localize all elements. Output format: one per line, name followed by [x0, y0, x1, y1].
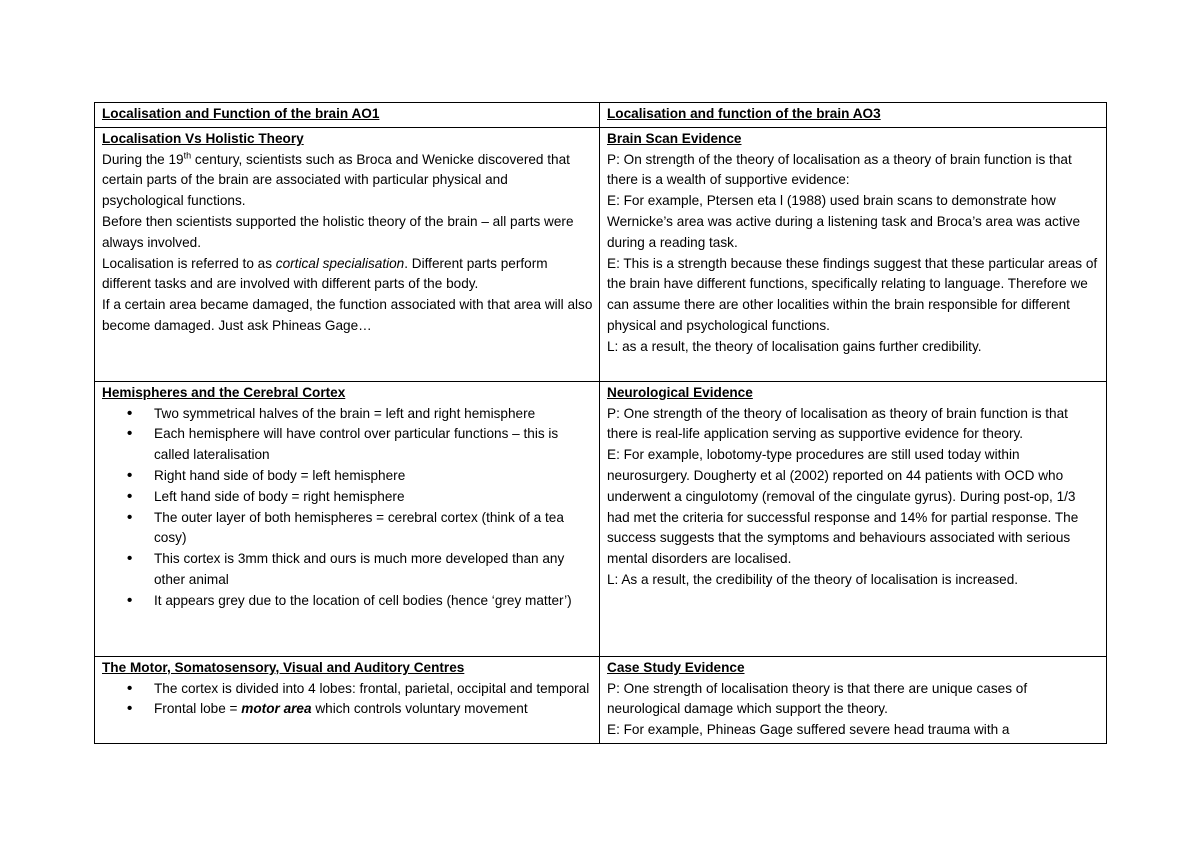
- paragraph: L: as a result, the theory of localisation gains further credibility.: [607, 338, 982, 354]
- list-item: [154, 699, 593, 720]
- section-title: Brain Scan Evidence: [607, 130, 742, 146]
- list-item: • Right hand side of body = left hemisphere: [154, 466, 593, 487]
- italic-term: cortical specialisation: [275, 255, 405, 271]
- bold-italic-term: motor area: [241, 701, 312, 717]
- text-run: century, scientists such as Broca and Wenicke discovered that certain parts of the brain are associated with particular physical and psychological functions.: [102, 151, 570, 209]
- cell-motor-centres: [95, 656, 600, 743]
- row-hemispheres: [95, 381, 1107, 656]
- list-item: • It appears grey due to the location of cell bodies (hence ‘grey matter’): [154, 591, 593, 612]
- row-localisation: [95, 127, 1107, 381]
- paragraph: E: For example, Phineas Gage suffered severe head trauma with a: [607, 722, 1010, 738]
- paragraph: L: As a result, the credibility of the theory of localisation is increased.: [607, 571, 1019, 587]
- paragraph: P: One strength of the theory of localisation as theory of brain function is that there is real-life application serving as supportive evidence for theory.: [607, 405, 1068, 442]
- bullet-list: [102, 404, 593, 612]
- paragraph: [102, 150, 593, 212]
- list-item: • Left hand side of body = right hemisphere: [154, 487, 593, 508]
- section-title: Neurological Evidence: [607, 384, 753, 400]
- paragraph: If a certain area became damaged, the function associated with that area will also become damaged. Just ask Phineas Gage…: [102, 297, 593, 333]
- text-run: Frontal lobe =: [154, 701, 242, 717]
- paragraph: E: This is a strength because these findings suggest that these particular areas of the brain have different functions, specifically relating to language. Therefore we can assume there are other localities within the brain responsible for different physical and psychological functions.: [607, 255, 1098, 333]
- header-cell-ao1: [95, 103, 600, 128]
- text-run: . Different parts perform different tasks and are involved with different parts of the body.: [102, 255, 548, 292]
- bullet-list: [102, 679, 593, 721]
- list-item: • The cortex is divided into 4 lobes: frontal, parietal, occipital and temporal: [154, 679, 593, 700]
- cell-hemispheres-cortex: [95, 381, 600, 656]
- paragraph: [102, 254, 593, 296]
- paragraph: Before then scientists supported the holistic theory of the brain – all parts were always involved.: [102, 213, 574, 250]
- header-row: [95, 103, 1107, 128]
- header-ao3-title: Localisation and function of the brain AO3: [607, 106, 881, 121]
- list-item: • This cortex is 3mm thick and ours is much more developed than any other animal: [154, 549, 593, 591]
- list-item: • Each hemisphere will have control over particular functions – this is called lateralisation: [154, 424, 593, 466]
- section-title: Hemispheres and the Cerebral Cortex: [102, 384, 346, 400]
- header-cell-ao3: [600, 103, 1107, 128]
- paragraph: P: One strength of localisation theory is that there are unique cases of neurological damage which support the theory.: [607, 680, 1028, 717]
- paragraph: E: For example, lobotomy-type procedures are still used today within neurosurgery. Dougherty et al (2002) reported on 44 patients with OCD who underwent a cingulotomy (removal of the cingulate gyrus). During post-op, 1/3 had met the criteria for successful response and 14% for partial response. The success suggests that the symptoms and behaviours associated with serious mental disorders are localised.: [607, 447, 1079, 567]
- list-item: • Two symmetrical halves of the brain = left and right hemisphere: [154, 404, 593, 425]
- text-run: During the 19: [102, 151, 184, 167]
- superscript: th: [183, 150, 192, 161]
- cell-brain-scan-evidence: [600, 127, 1107, 381]
- paragraph: E: For example, Ptersen eta l (1988) used brain scans to demonstrate how Wernicke’s area was active during a listening task and Broca’s area was active during a reading task.: [607, 193, 1080, 250]
- cell-case-study-evidence: [600, 656, 1107, 743]
- notes-table: [94, 102, 1107, 744]
- cell-neurological-evidence: [600, 381, 1107, 656]
- section-title: The Motor, Somatosensory, Visual and Auditory Centres: [102, 659, 465, 675]
- header-ao1-title: Localisation and Function of the brain AO1: [102, 106, 380, 121]
- paragraph: P: On strength of the theory of localisation as a theory of brain function is that there is a wealth of supportive evidence:: [607, 151, 1072, 188]
- section-title: Localisation Vs Holistic Theory: [102, 130, 304, 146]
- text-run: Localisation is referred to as: [102, 255, 276, 271]
- cell-localisation-vs-holistic: [95, 127, 600, 381]
- list-item: • The outer layer of both hemispheres = cerebral cortex (think of a tea cosy): [154, 508, 593, 550]
- section-title: Case Study Evidence: [607, 659, 745, 675]
- row-motor-centres: [95, 656, 1107, 743]
- text-run: which controls voluntary movement: [311, 701, 528, 717]
